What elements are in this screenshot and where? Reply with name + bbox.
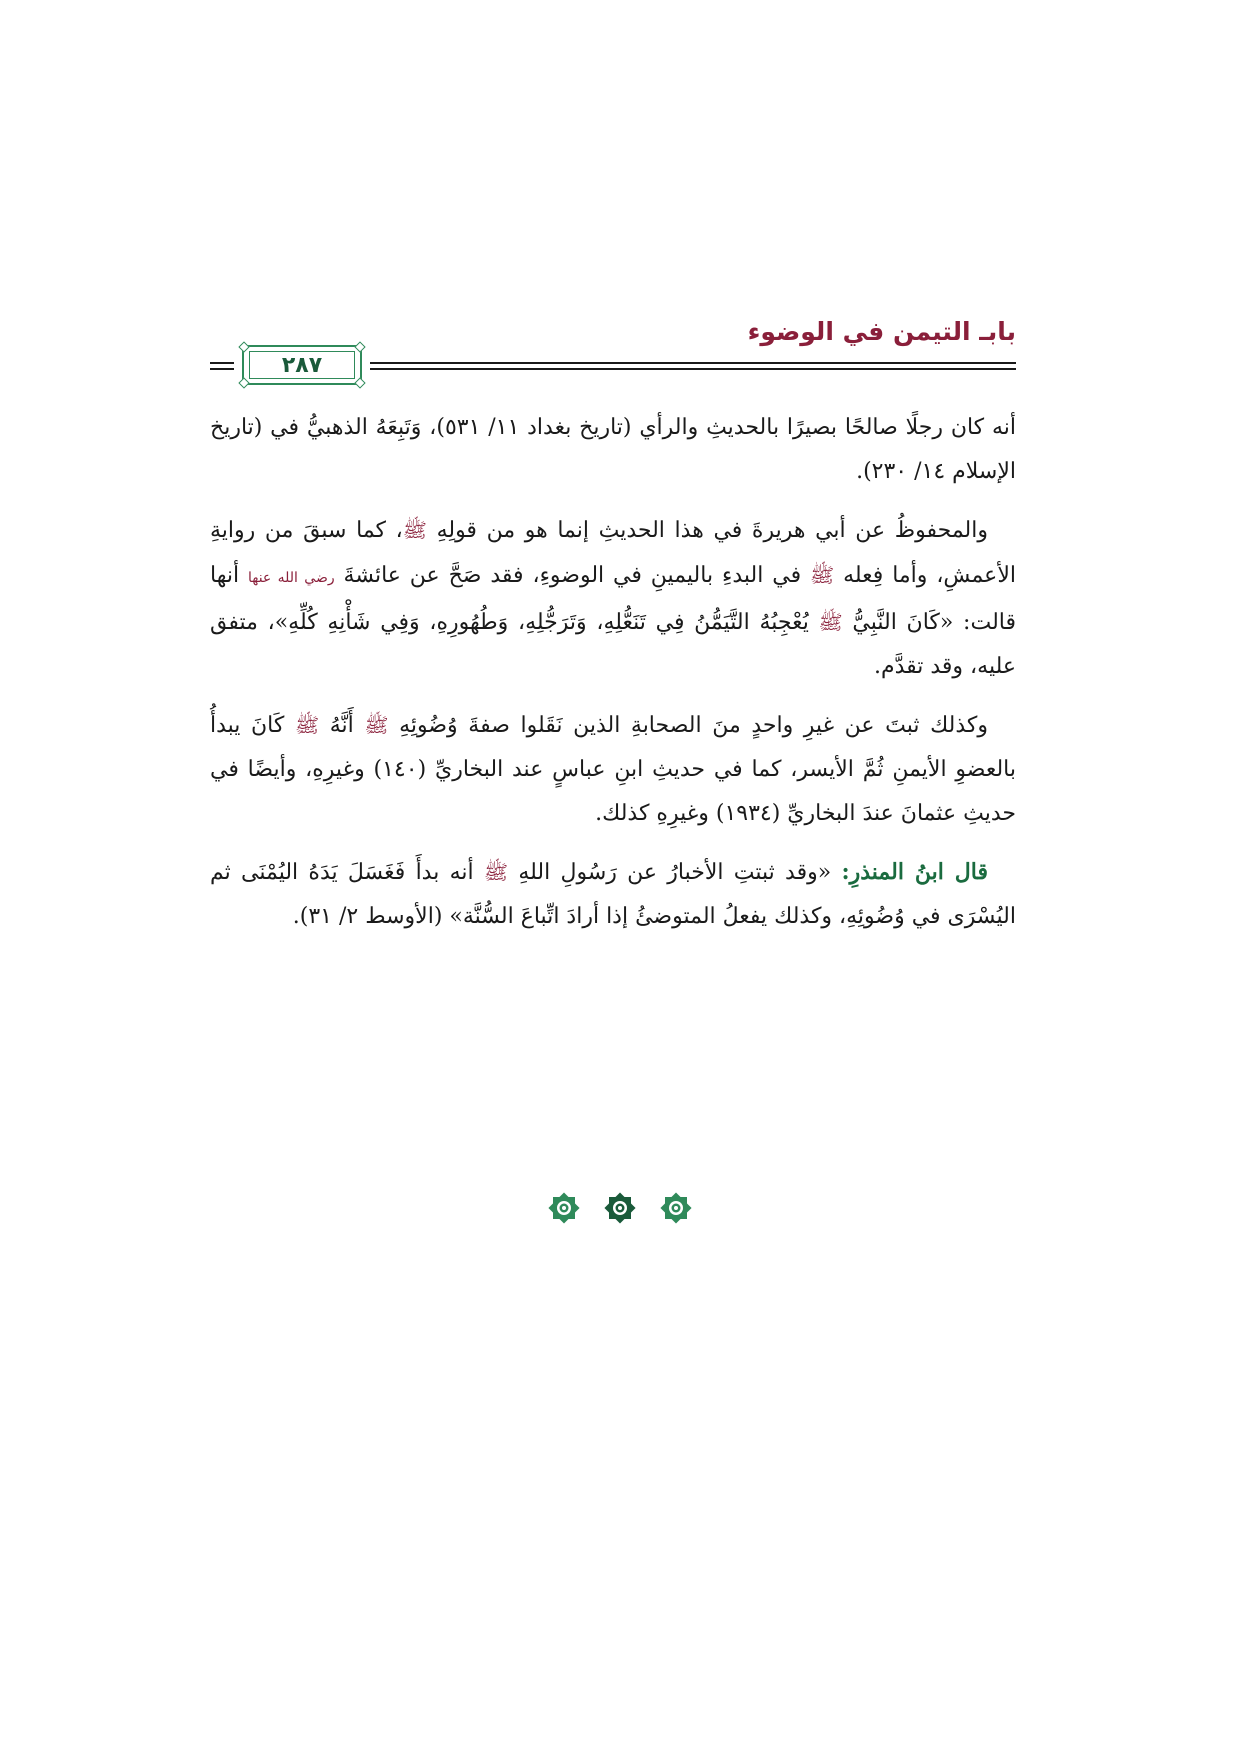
- paragraph-1: [210, 406, 1016, 494]
- salla-symbol-icon: ﷺ: [818, 610, 843, 634]
- page-number: ٢٨٧: [281, 352, 323, 378]
- paragraph-text: كَانَ يبدأُ بالعضوِ الأيمنِ ثُمَّ الأيسر، كما في حديثِ ابنِ عباسٍ عند البخاريِّ (١٤٠) وغيرِهِ، وأيضًا في حديثِ عثمانَ عندَ البخاريِّ (١٩٣٤) وغيرِهِ كذلك.: [210, 713, 1016, 826]
- salla-symbol-icon: ﷺ: [294, 713, 320, 737]
- running-title: بابـ التيمن في الوضوء: [747, 317, 1016, 346]
- star-ornament-icon: [602, 1190, 638, 1226]
- paragraph-text: في البدءِ باليمينِ في الوضوءِ، فقد صَحَّ عن عائشةَ: [334, 563, 810, 588]
- paragraph-text: يُعْجِبُهُ التَّيَمُّنُ فِي تَنَعُّلِهِ، وَتَرَجُّلِهِ، وَطُهُورِهِ، وَفِي شَأْنِهِ كُلِّهِ»، متفق عليه، وقد تقدَّم.: [210, 610, 1016, 679]
- header-rule-top: [370, 362, 1016, 364]
- paragraph-text: أَنَّهُ: [319, 713, 365, 738]
- header-rule-bottom: [370, 368, 1016, 370]
- paragraph-2: [210, 508, 1016, 689]
- header-rule-left-top: [210, 362, 234, 364]
- speaker-name: قال ابنُ المنذرِ:: [841, 859, 988, 885]
- page-number-badge: [242, 345, 362, 385]
- paragraph-text: أنه بدأَ فَغَسَلَ يَدَهُ اليُمْنَى ثم اليُسْرَى في وُضُوئِهِ، وكذلك يفعلُ المتوضئُ إذا أرادَ اتِّباعَ السُّنَّة» (الأوسط ٢/ ٣١).: [210, 860, 1016, 929]
- paragraph-text: ، كما سبقَ من روايةِ الأعمشِ، وأما فِعله: [210, 518, 1016, 588]
- star-ornament-icon: [546, 1190, 582, 1226]
- paragraph-text: وكذلك ثبتَ عن غيرِ واحدٍ منَ الصحابةِ الذين نَقَلوا صفةَ وُضُوئِهِ: [388, 713, 988, 738]
- radiya-anha-symbol-icon: رضي الله عنها: [247, 570, 335, 586]
- page-header: [210, 316, 1016, 386]
- salla-symbol-icon: ﷺ: [483, 860, 509, 884]
- paragraph-4: [210, 850, 1016, 939]
- paragraph-3: [210, 703, 1016, 836]
- paragraph-text: والمحفوظُ عن أبي هريرةَ في هذا الحديثِ إنما هو من قولِهِ: [426, 518, 989, 543]
- star-ornament-icon: [658, 1190, 694, 1226]
- body-text: [210, 406, 1016, 953]
- header-rule-left-bottom: [210, 368, 234, 370]
- badge-corner-icon: [238, 377, 249, 388]
- paragraph-text: أنه كان رجلًا صالحًا بصيرًا بالحديثِ والرأي (تاريخ بغداد ١١/ ٥٣١)، وَتَبِعَهُ الذهبيُّ في (تاريخ الإسلام ١٤/ ٢٣٠).: [210, 415, 1017, 484]
- badge-corner-icon: [354, 341, 365, 352]
- salla-symbol-icon: ﷺ: [402, 518, 427, 542]
- paragraph-text: أنها قالت: «كَانَ النَّبِيُّ: [210, 563, 1016, 635]
- section-end-ornaments: [0, 1190, 1240, 1230]
- badge-corner-icon: [354, 377, 365, 388]
- salla-symbol-icon: ﷺ: [364, 713, 389, 737]
- badge-corner-icon: [238, 341, 249, 352]
- salla-symbol-icon: ﷺ: [810, 563, 835, 587]
- paragraph-text: «وقد ثبتتِ الأخبارُ عن رَسُولِ اللهِ: [508, 860, 842, 885]
